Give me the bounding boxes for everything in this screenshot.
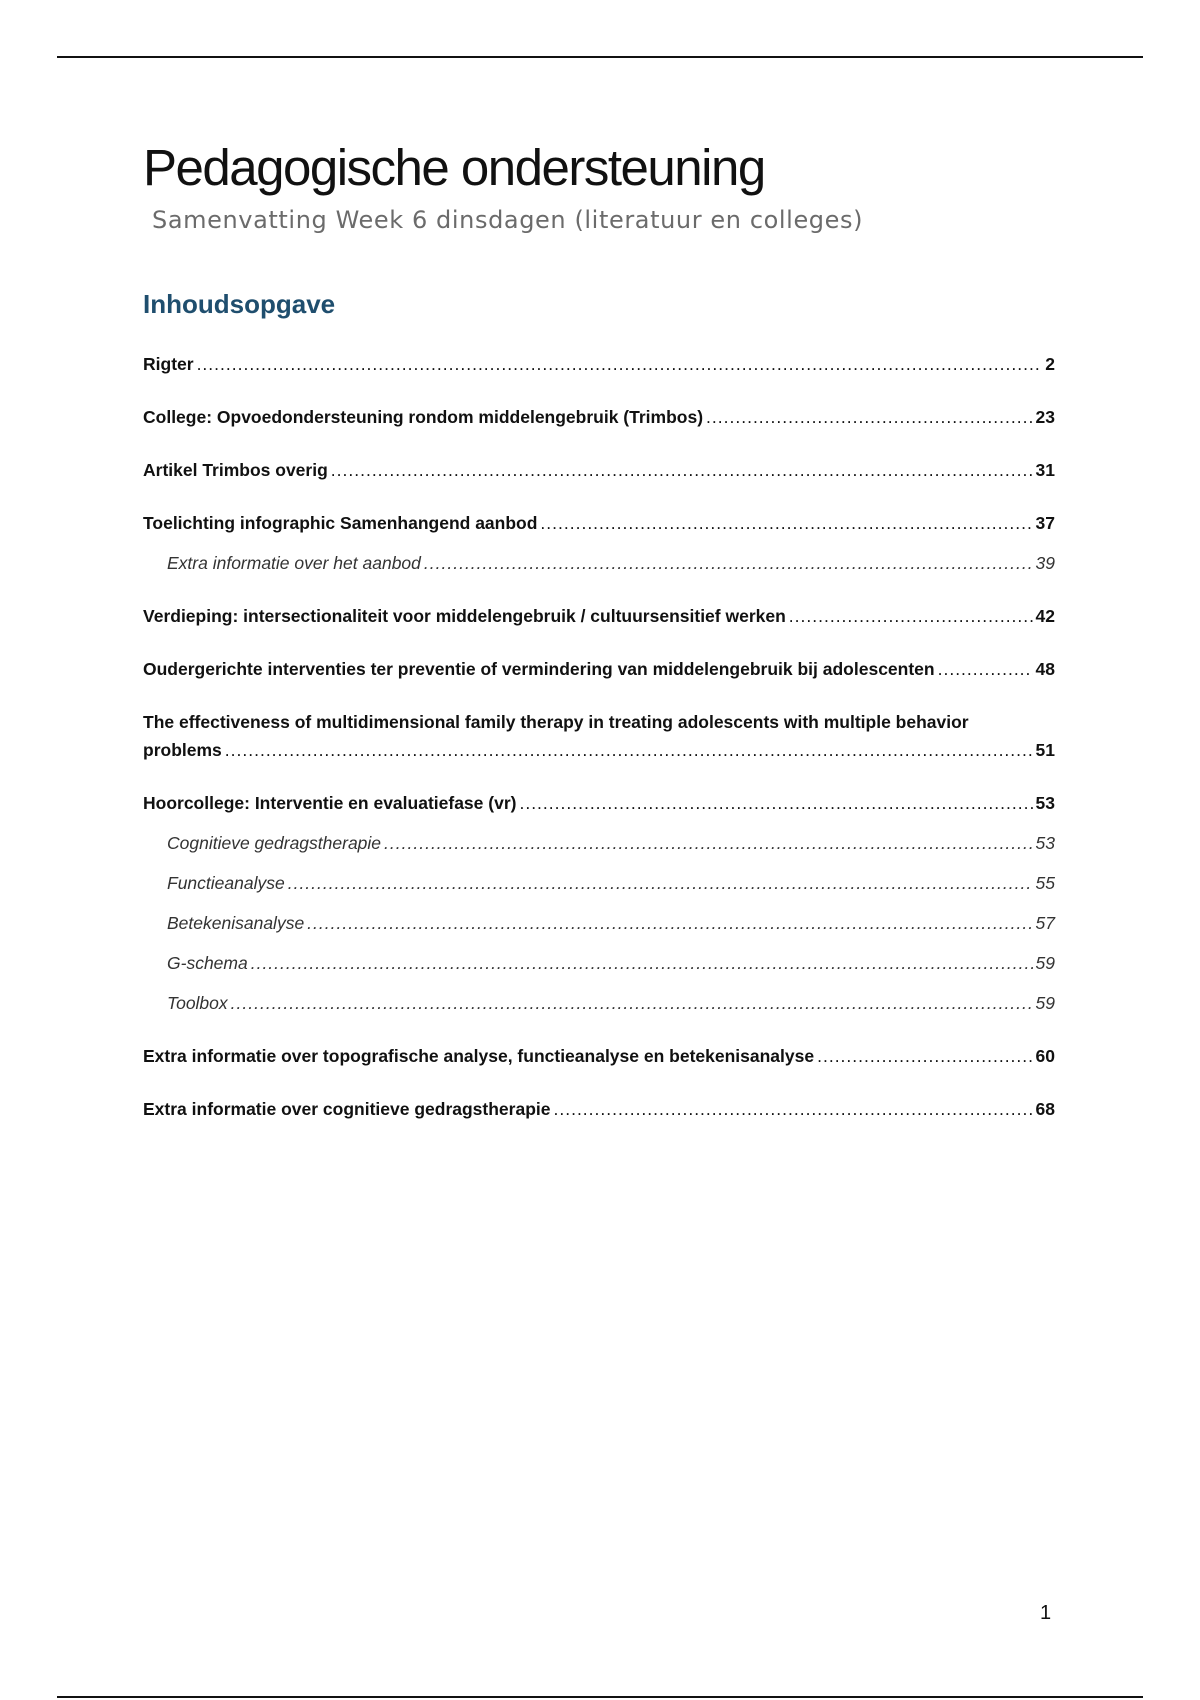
toc-entry-page: 60 <box>1035 1046 1055 1067</box>
toc-leader-dots <box>424 549 1033 577</box>
toc-entry-page: 42 <box>1035 606 1055 627</box>
document-subtitle: Samenvatting Week 6 dinsdagen (literatuur en colleges) <box>152 206 864 235</box>
toc-entry-page: 68 <box>1035 1099 1055 1120</box>
toc-entry-extra-cognitieve-gedragstherapie[interactable] <box>143 1095 1055 1123</box>
toc-entry-extra-topografische-analyse[interactable] <box>143 1042 1055 1070</box>
toc-entry-label: Artikel Trimbos overig <box>143 460 328 481</box>
toc-entry-page: 31 <box>1035 460 1055 481</box>
toc-entry-label: Verdieping: intersectionaliteit voor middelengebruik / cultuursensitief werken <box>143 606 786 627</box>
toc-leader-dots <box>331 456 1033 484</box>
toc-entry-oudergerichte-interventies[interactable] <box>143 655 1055 683</box>
toc-entry-g-schema[interactable] <box>143 949 1055 977</box>
toc-entry-label: G-schema <box>167 953 248 974</box>
toc-leader-dots <box>197 350 1043 378</box>
toc-leader-dots <box>817 1042 1032 1070</box>
toc-entry-label: College: Opvoedondersteuning rondom middelengebruik (Trimbos) <box>143 407 704 428</box>
footer-rule <box>57 1696 1143 1698</box>
toc-entry-page: 39 <box>1035 553 1055 574</box>
page-number: 1 <box>1040 1602 1052 1624</box>
toc-entry-page: 23 <box>1035 407 1055 428</box>
document-title: Pedagogische ondersteuning <box>143 139 765 196</box>
toc-entry-label: Cognitieve gedragstherapie <box>167 833 382 854</box>
toc-entry-toolbox[interactable] <box>143 989 1055 1017</box>
toc-entry-label: Rigter <box>143 354 194 375</box>
toc-entry-label: Betekenisanalyse <box>167 913 305 934</box>
toc-entry-page: 37 <box>1035 513 1055 534</box>
toc-entry-toelichting-infographic[interactable] <box>143 509 1055 537</box>
toc-entry-page: 57 <box>1035 913 1055 934</box>
toc-entry-page: 51 <box>1035 740 1055 761</box>
toc-entry-label-line2: problems <box>143 740 222 761</box>
toc-leader-dots <box>307 909 1032 937</box>
toc-leader-dots <box>288 869 1033 897</box>
toc-entry-page: 59 <box>1035 953 1055 974</box>
toc-entry-extra-informatie-aanbod[interactable] <box>143 549 1055 577</box>
toc-entry-label: Extra informatie over cognitieve gedragstherapie <box>143 1099 551 1120</box>
toc-leader-dots <box>706 403 1032 431</box>
toc-entry-hoorcollege-interventie[interactable] <box>143 789 1055 817</box>
toc-entry-page: 53 <box>1035 833 1055 854</box>
toc-leader-dots <box>789 602 1033 630</box>
header-rule <box>57 56 1143 58</box>
toc-leader-dots <box>384 829 1032 857</box>
toc-entry-label: Functieanalyse <box>167 873 285 894</box>
toc-entry-betekenisanalyse[interactable] <box>143 909 1055 937</box>
toc-entry-artikel-trimbos[interactable] <box>143 456 1055 484</box>
toc-leader-dots <box>938 655 1033 683</box>
toc-entry-label: Oudergerichte interventies ter preventie of vermindering van middelengebruik bij adolescenten <box>143 659 935 680</box>
toc-entry-page: 48 <box>1035 659 1055 680</box>
toc-entry-multidimensional-family-therapy[interactable] <box>143 708 1055 764</box>
toc-entry-functieanalyse[interactable] <box>143 869 1055 897</box>
toc-leader-dots <box>519 789 1032 817</box>
toc-leader-dots <box>251 949 1033 977</box>
toc-entry-label: Hoorcollege: Interventie en evaluatiefase (vr) <box>143 793 517 814</box>
toc-entry-college-opvoedondersteuning[interactable] <box>143 403 1055 431</box>
toc-entry-label: Toolbox <box>167 993 228 1014</box>
table-of-contents <box>143 350 1055 1123</box>
toc-entry-page: 2 <box>1045 354 1055 375</box>
toc-entry-label: Extra informatie over topografische analyse, functieanalyse en betekenisanalyse <box>143 1046 815 1067</box>
toc-entry-rigter[interactable] <box>143 350 1055 378</box>
toc-entry-label: Extra informatie over het aanbod <box>167 553 421 574</box>
toc-entry-page: 53 <box>1035 793 1055 814</box>
toc-leader-dots <box>231 989 1033 1017</box>
toc-entry-page: 55 <box>1035 873 1055 894</box>
toc-leader-dots <box>554 1095 1033 1123</box>
toc-leader-dots <box>540 509 1032 537</box>
document-page <box>143 140 1055 1123</box>
toc-leader-dots <box>225 736 1033 764</box>
toc-entry-label: Toelichting infographic Samenhangend aanbod <box>143 513 538 534</box>
toc-entry-verdieping[interactable] <box>143 602 1055 630</box>
toc-entry-label-line1: The effectiveness of multidimensional family therapy in treating adolescents with multiple behavior <box>143 712 969 733</box>
toc-entry-page: 59 <box>1035 993 1055 1014</box>
toc-entry-continuation <box>143 736 1055 764</box>
toc-heading: Inhoudsopgave <box>143 288 336 319</box>
toc-entry-cognitieve-gedragstherapie[interactable] <box>143 829 1055 857</box>
